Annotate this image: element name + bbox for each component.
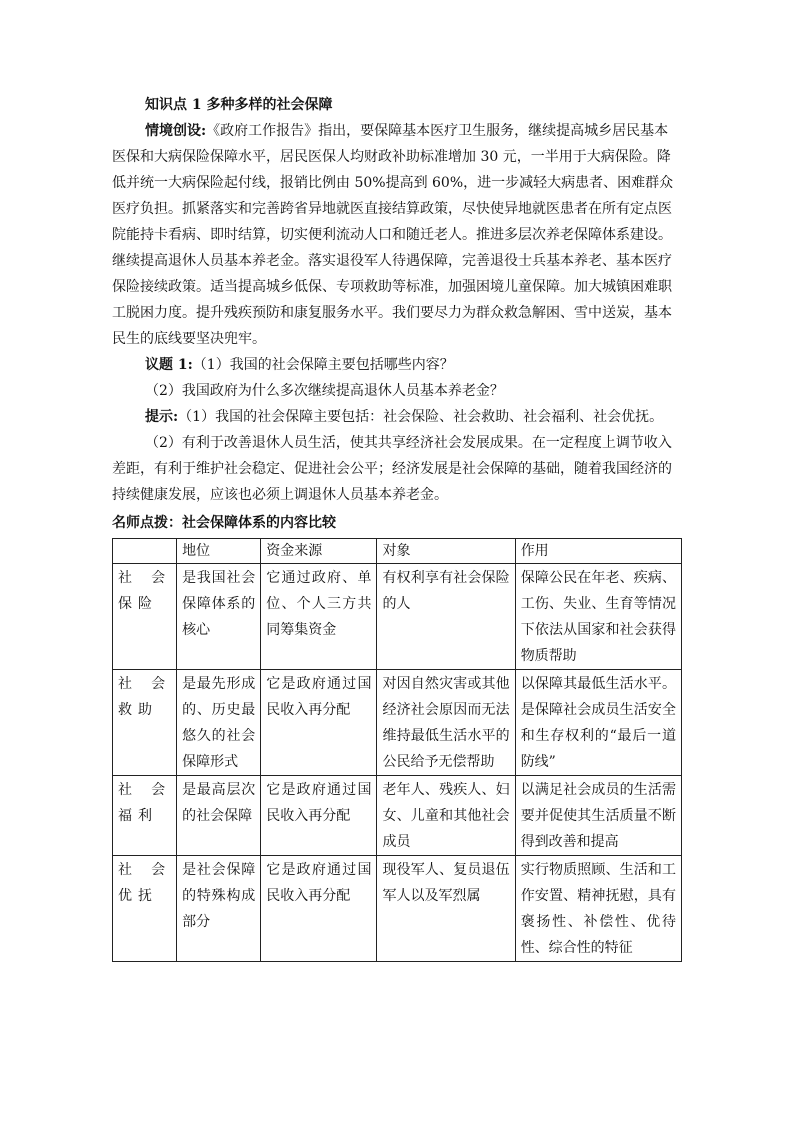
hint-answer-2-line: 持续健康发展，应该也必须上调退休人员基本养老金。 [112, 487, 448, 503]
role-cell: 以满足社会成员的生活需要并促使其生活质量不断得到改善和提高 [515, 776, 681, 856]
header-cell: 资金来源 [261, 539, 377, 564]
situation-line: 医疗负担。抓紧落实和完善跨省异地就医直接结算政策，尽快使异地就医患者在所有定点医 [112, 201, 672, 217]
row-name-cell: 社会救助 [113, 670, 177, 776]
situation-label: 情境创设: [145, 123, 207, 139]
table-row [113, 670, 682, 776]
situation-line: 继续提高退休人员基本养老金。落实退役军人待遇保障，完善退役士兵基本养老、基本医疗 [112, 253, 672, 269]
situation-paragraph [112, 118, 682, 352]
status-cell: 是最高层次的社会保障 [177, 776, 261, 856]
table-row [113, 776, 682, 856]
header-cell: 作用 [515, 539, 681, 564]
situation-line: 院能持卡看病、即时结算，切实便利流动人口和随迁老人。推进多层次养老保障体系建设。 [112, 227, 672, 243]
funding-cell: 它是政府通过国民收入再分配 [261, 776, 377, 856]
situation-line: 医保和大病保险保障水平，居民医保人均财政补助标准增加 30 元，一半用于大病保险。降 [112, 149, 671, 165]
situation-line: 情境创设:《政府工作报告》指出，要保障基本医疗卫生服务，继续提高城乡居民基本 [145, 123, 669, 139]
table-header-row [113, 539, 682, 564]
target-cell: 现役军人、复员退伍军人以及军烈属 [377, 856, 515, 962]
target-cell: 老年人、残疾人、妇女、儿童和其他社会成员 [377, 776, 515, 856]
row-name-cell: 社会保险 [113, 564, 177, 670]
section-title: 知识点 1 多种多样的社会保障 [145, 97, 333, 113]
hint-answer-2-line: （2）有利于改善退休人员生活，使其共享经济社会发展成果。在一定程度上调节收入 [145, 435, 672, 451]
header-cell: 地位 [177, 539, 261, 564]
target-cell: 有权利享有社会保险的人 [377, 564, 515, 670]
topic-question-1: 议题 1:（1）我国的社会保障主要包括哪些内容？ [145, 357, 454, 373]
document-page [112, 90, 682, 962]
table-row [113, 564, 682, 670]
role-cell: 实行物质照顾、生活和工作安置、精神抚慰，具有褒扬性、补偿性、优待性、综合性的特征 [515, 856, 681, 962]
teacher-tip-title: 名师点拨：社会保障体系的内容比较 [112, 515, 336, 531]
topic-label: 议题 1: [145, 357, 193, 373]
situation-line: 民生的底线要坚决兜牢。 [112, 331, 266, 347]
situation-line: 保险接续政策。适当提高城乡低保、专项救助等标准，加强困境儿童保障。加大城镇困难职 [112, 279, 672, 295]
role-cell: 保障公民在年老、疾病、工伤、失业、生育等情况下依法从国家和社会获得物质帮助 [515, 564, 681, 670]
row-name-cell: 社会优抚 [113, 856, 177, 962]
row-name-cell: 社会福利 [113, 776, 177, 856]
header-cell [113, 539, 177, 564]
hint-answer-2-line: 差距，有利于维护社会稳定、促进社会公平；经济发展是社会保障的基础，随着我国经济的 [112, 461, 672, 477]
situation-line: 低并统一大病保险起付线，报销比例由 50%提高到 60%，进一步减轻大病患者、困难群众 [112, 175, 674, 191]
hint-answer-1: 提示:（1）我国的社会保障主要包括：社会保险、社会救助、社会福利、社会优抚。 [145, 409, 664, 425]
table-row [113, 856, 682, 962]
funding-cell: 它是政府通过国民收入再分配 [261, 670, 377, 776]
comparison-table [112, 538, 682, 962]
header-cell: 对象 [377, 539, 515, 564]
status-cell: 是我国社会保障体系的核心 [177, 564, 261, 670]
status-cell: 是最先形成的、历史最悠久的社会保障形式 [177, 670, 261, 776]
situation-line: 工脱困力度。提升残疾预防和康复服务水平。我们要尽力为群众救急解困、雪中送炭，基本 [112, 305, 672, 321]
funding-cell: 它通过政府、单位、个人三方共同筹集资金 [261, 564, 377, 670]
status-cell: 是社会保障的特殊构成部分 [177, 856, 261, 962]
role-cell: 以保障其最低生活水平。是保障社会成员生活安全和生存权利的“最后一道防线” [515, 670, 681, 776]
hint-label: 提示: [145, 409, 179, 425]
funding-cell: 它是政府通过国民收入再分配 [261, 856, 377, 962]
target-cell: 对因自然灾害或其他经济社会原因而无法维持最低生活水平的公民给予无偿帮助 [377, 670, 515, 776]
topic-question-2: （2）我国政府为什么多次继续提高退休人员基本养老金？ [145, 383, 504, 399]
